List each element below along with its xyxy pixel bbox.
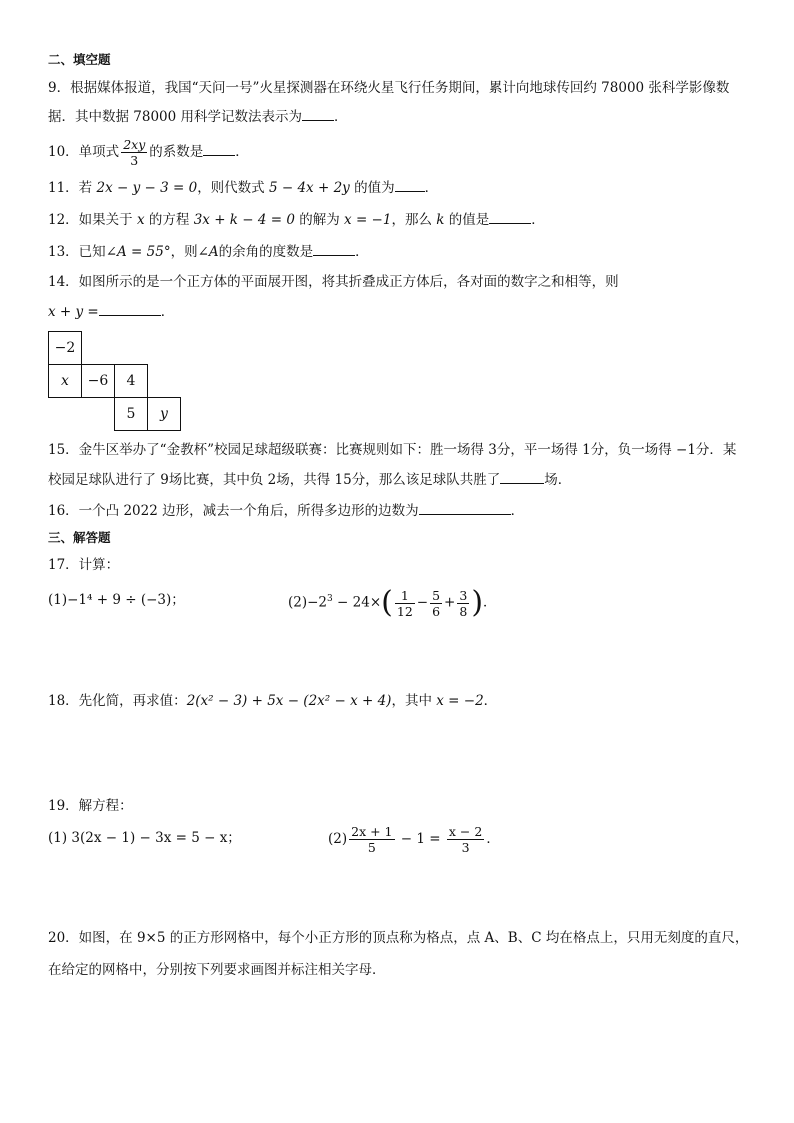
net-cell: −2	[49, 332, 82, 365]
section-title-fill-in: 二、填空题	[48, 52, 111, 67]
answer-blank[interactable]	[395, 179, 425, 192]
q11: 11．若 2x − y − 3 = 0，则代数式 5 − 4x + 2y 的值为 ．	[48, 180, 439, 196]
q15-line2: 校园足球队进行了 9场比赛，其中负 2场，共得 15分，那么该足球队共胜了 场．	[48, 472, 572, 488]
q15-line1: 15．金牛区举办了“金教杯”校园足球超级联赛：比赛规则如下：胜一场得 3分，平一场得 1分，负一场得 −1分．某	[48, 442, 737, 458]
q20-line2: 在给定的网格中，分别按下列要求画图并标注相关字母．	[48, 962, 386, 978]
net-cell: y	[148, 398, 181, 431]
answer-blank[interactable]	[489, 211, 531, 224]
q17-part1: (1)−1⁴ + 9 ÷ (−3)；	[48, 592, 185, 608]
q19-title: 19．解方程：	[48, 798, 133, 814]
answer-blank[interactable]	[419, 502, 511, 515]
q19-part1: (1) 3(2x − 1) − 3x = 5 − x；	[48, 830, 241, 846]
section-title-solve: 三、解答题	[48, 530, 111, 545]
cube-net-figure	[48, 331, 181, 431]
q12: 12．如果关于 x 的方程 3x + k − 4 = 0 的解为 x = −1，那么 k 的值是 ．	[48, 212, 545, 228]
monomial-fraction: $\frac{2xy}{3}$	[123, 137, 146, 168]
answer-blank[interactable]	[500, 471, 544, 484]
q20-line1: 20．如图，在 9×5 的正方形网格中，每个小正方形的顶点称为格点，点 A、B、C 均在格点上，只用无刻度的直尺，	[48, 930, 749, 946]
q13: 13．已知∠A = 55°，则∠A的余角的度数是 ．	[48, 244, 369, 260]
answer-blank[interactable]	[99, 303, 161, 316]
answer-blank[interactable]	[313, 243, 355, 256]
answer-blank[interactable]	[302, 108, 334, 121]
net-cell: 5	[115, 398, 148, 431]
q19-part2: (2) $\frac{2x + 1}{5}$ − 1 = $\frac{x - 2}{3}$ ．	[328, 824, 500, 855]
answer-blank[interactable]	[203, 143, 235, 156]
q10: 10．单项式 $\frac{2xy}{3}$ 的系数是 ．	[48, 137, 249, 168]
q9-line2: 据．其中数据 78000 用科学记数法表示为 ．	[48, 109, 348, 125]
net-cell: 4	[115, 365, 148, 398]
q16: 16．一个凸 2022 边形，减去一个角后，所得多边形的边数为 ．	[48, 503, 525, 519]
q14-line2: x + y = ．	[48, 304, 175, 320]
q18: 18．先化简，再求值：2(x² − 3) + 5x − (2x² − x + 4)，其中 x = −2．	[48, 693, 498, 709]
q17-part2: $(2)-2^3 - 24\times$( $\frac{1}{12}$ − $\frac{5}{6}$ + $\frac{3}{8}$ )．	[288, 585, 497, 620]
q9-line1: 9．根据媒体报道，我国“天问一号”火星探测器在环绕火星飞行任务期间，累计向地球传回约 78000 张科学影像数	[48, 80, 730, 96]
q17-title: 17．计算：	[48, 557, 120, 573]
q14-line1: 14．如图所示的是一个正方体的平面展开图，将其折叠成正方体后，各对面的数字之和相等，则	[48, 274, 619, 290]
net-cell: x	[49, 365, 82, 398]
net-cell: −6	[82, 365, 115, 398]
